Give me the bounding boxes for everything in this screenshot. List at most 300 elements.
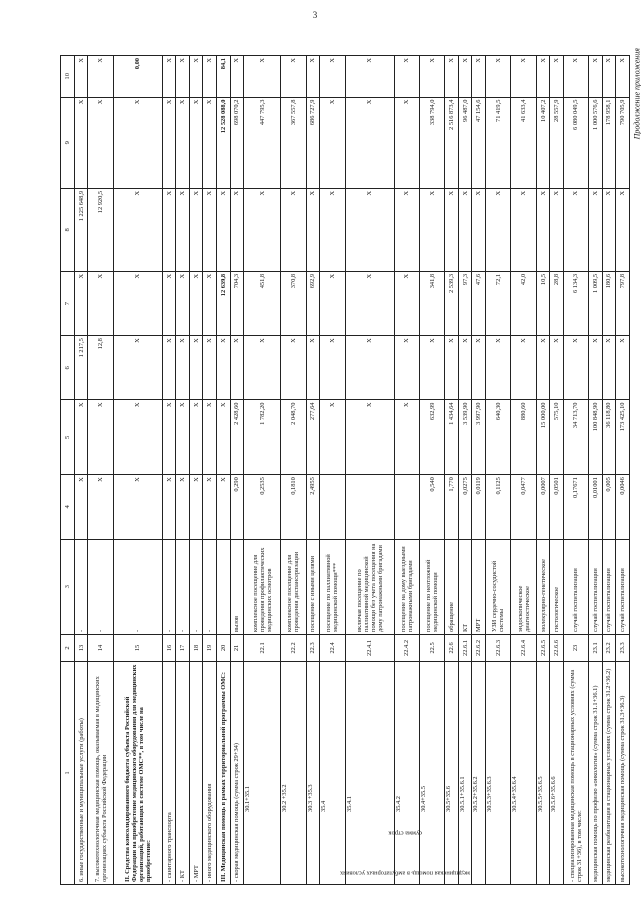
table-row: [486, 56, 511, 885]
cell-c6: X: [189, 336, 203, 400]
cell-c9: 6 080 049,5: [563, 97, 588, 188]
cell-c3: -: [113, 539, 162, 634]
table-row: [536, 56, 550, 885]
cell-c2: 22.3: [306, 634, 320, 661]
row-code: 30.5.1+35.6.1: [458, 776, 466, 812]
cell-c3: включая посещение по паллиативной медицинской помощи без учета посещения на дому патронажными бригадами: [345, 539, 394, 634]
row-code: 30.1+35.1: [244, 786, 252, 812]
table-row: [244, 56, 281, 885]
cell-c3: КТ: [458, 539, 472, 634]
cell-c3: -: [88, 539, 113, 634]
cell-c3: эндоскопическое диагностическое: [511, 539, 536, 634]
row-code: 35.4.2: [394, 796, 402, 812]
cell-c5: X: [345, 400, 394, 475]
cell-c3: комплексное посещение для проведения профилактических медицинских осмотров: [244, 539, 281, 634]
cell-c7: X: [203, 271, 217, 335]
cell-c9: X: [113, 97, 162, 188]
cell-c6: X: [445, 336, 459, 400]
cell-c8: X: [345, 188, 394, 271]
cell-c7: 704,3: [230, 271, 244, 335]
header-cell: 6: [61, 336, 75, 400]
cell-c5: X: [162, 400, 176, 475]
cell-c8: X: [162, 188, 176, 271]
cell-c7: 370,8: [281, 271, 306, 335]
cell-c7: 28,8: [550, 271, 564, 335]
table-row: [113, 56, 162, 885]
cell-c10: X: [472, 56, 486, 98]
cell-c7: 451,8: [244, 271, 281, 335]
cell-c5: 2 428,60: [230, 400, 244, 475]
cell-c7: 1 009,5: [589, 271, 603, 335]
cell-c5: 632,99: [420, 400, 445, 475]
cell-c3: обращение: [445, 539, 459, 634]
cell-c7: 47,6: [472, 271, 486, 335]
cell-c1: высокотехнологичная медицинская помощь (сумма строк 31.3+36.3): [616, 661, 630, 884]
cell-c1: [536, 661, 550, 884]
cell-c5: 2 048,70: [281, 400, 306, 475]
cell-c10: X: [345, 56, 394, 98]
cell-c9: 1 000 576,6: [589, 97, 603, 188]
cell-c7: X: [113, 271, 162, 335]
cell-c9: 686 727,9: [306, 97, 320, 188]
cell-c8: X: [203, 188, 217, 271]
cell-c10: X: [189, 56, 203, 98]
cell-c3: -: [162, 539, 176, 634]
row-code: 35.4: [320, 800, 328, 812]
cell-c7: X: [345, 271, 394, 335]
header-cell: 8: [61, 188, 75, 271]
cell-c9: 12 528 088,0: [217, 97, 231, 188]
cell-c8: X: [189, 188, 203, 271]
cell-c2: 22.6.4: [511, 634, 536, 661]
cell-c1: [458, 661, 472, 884]
cell-c7: 10,5: [536, 271, 550, 335]
cell-c2: 18: [189, 634, 203, 661]
cell-c8: X: [176, 188, 190, 271]
cell-c6: X: [176, 336, 190, 400]
cell-c7: 6 134,3: [563, 271, 588, 335]
cell-c2: 22.6: [445, 634, 459, 661]
cell-c3: случай госпитализации: [589, 539, 603, 634]
cell-c4: 0,1810: [281, 475, 306, 539]
cell-c10: X: [281, 56, 306, 98]
cell-c1: - иного медицинского оборудования: [203, 661, 217, 884]
cell-c6: X: [536, 336, 550, 400]
cell-c8: X: [536, 188, 550, 271]
cell-c8: X: [472, 188, 486, 271]
cell-c1: II. Средства консолидированного бюджета субъекта Российской Федерации на приобретение медицинского оборудования для медицинских организаций, работающих в системе ОМС**, в том числе на приобретение:: [113, 661, 162, 884]
cell-c8: X: [616, 188, 630, 271]
cell-c6: X: [511, 336, 536, 400]
cell-c6: X: [550, 336, 564, 400]
cell-c10: X: [203, 56, 217, 98]
cell-c8: X: [458, 188, 472, 271]
cell-c7: 692,9: [306, 271, 320, 335]
cell-c3: случай госпитализации: [602, 539, 616, 634]
cell-c1: [511, 661, 536, 884]
cell-c2: 22.6.3: [486, 634, 511, 661]
cell-c7: 180,6: [602, 271, 616, 335]
cell-c2: 22.4.2: [394, 634, 419, 661]
cell-c3: -: [176, 539, 190, 634]
header-cell: 2: [61, 634, 75, 661]
cell-c6: X: [472, 336, 486, 400]
cell-c4: 0,0046: [616, 475, 630, 539]
cell-c1: [320, 661, 345, 884]
cell-c3: МРТ: [472, 539, 486, 634]
cell-c3: посещение с иными целями: [306, 539, 320, 634]
cell-c2: 22.4: [320, 634, 345, 661]
cell-c5: 36 118,80: [602, 400, 616, 475]
cell-c10: X: [589, 56, 603, 98]
cell-c4: X: [176, 475, 190, 539]
table-row: [394, 56, 419, 885]
table-row: [345, 56, 394, 885]
row-code: 30.5.5+35.6.5: [536, 776, 544, 812]
cell-c9: X: [88, 97, 113, 188]
cell-c8: X: [550, 188, 564, 271]
cell-c4: 0,0119: [472, 475, 486, 539]
cell-c2: 22.6.1: [458, 634, 472, 661]
cell-c1: 7. высокотехнологичная медицинская помощь, оказываемая в медицинских организациях субъекта Российской Федерации: [88, 661, 113, 884]
cell-c1: [486, 661, 511, 884]
cell-c2: 17: [176, 634, 190, 661]
cell-c6: X: [281, 336, 306, 400]
cell-c2: 21: [230, 634, 244, 661]
cell-c6: X: [394, 336, 419, 400]
table-row: [162, 56, 176, 885]
cell-c8: X: [113, 188, 162, 271]
cell-c10: X: [244, 56, 281, 98]
cell-c9: 338 794,0: [420, 97, 445, 188]
cell-c3: посещение на дому выездными патронажными бригадами: [394, 539, 419, 634]
cell-c8: X: [589, 188, 603, 271]
cell-c10: X: [563, 56, 588, 98]
table-row: [306, 56, 320, 885]
cell-c10: X: [511, 56, 536, 98]
cell-c10: X: [602, 56, 616, 98]
cell-c5: X: [189, 400, 203, 475]
cell-c2: 22.4.1: [345, 634, 394, 661]
cell-c6: X: [563, 336, 588, 400]
cell-c3: молекулярно-генетическое: [536, 539, 550, 634]
cell-c1: [420, 661, 445, 884]
cell-c3: УЗИ сердечно-сосудистой системы: [486, 539, 511, 634]
cell-c4: 1,770: [445, 475, 459, 539]
header-cell: 4: [61, 475, 75, 539]
cell-c2: 16: [162, 634, 176, 661]
table-row: [203, 56, 217, 885]
cell-c4: 0,17671: [563, 475, 588, 539]
cell-c8: X: [230, 188, 244, 271]
cell-c6: X: [113, 336, 162, 400]
cell-c9: 2 516 873,4: [445, 97, 459, 188]
cell-c2: 23: [563, 634, 588, 661]
cell-c5: X: [394, 400, 419, 475]
table-row: [511, 56, 536, 885]
cell-c8: X: [217, 188, 231, 271]
cell-c1: - КТ: [176, 661, 190, 884]
cell-c1: [394, 661, 419, 884]
cell-c5: X: [176, 400, 190, 475]
cell-c4: 0,01001: [589, 475, 603, 539]
cell-c5: 880,60: [511, 400, 536, 475]
cell-c3: гистологическое: [550, 539, 564, 634]
cell-c3: вызов: [230, 539, 244, 634]
cell-c8: X: [445, 188, 459, 271]
cell-c4: 0,2535: [244, 475, 281, 539]
cell-c9: 447 795,3: [244, 97, 281, 188]
cell-c4: X: [203, 475, 217, 539]
cell-c10: X: [420, 56, 445, 98]
cell-c7: 42,0: [511, 271, 536, 335]
cell-c8: X: [320, 188, 345, 271]
cell-c5: 1 782,20: [244, 400, 281, 475]
page-number: 3: [312, 10, 318, 20]
row-code: 30.5.3+35.6.3: [486, 776, 494, 812]
cell-c9: 28 557,9: [550, 97, 564, 188]
cell-c9: X: [320, 97, 345, 188]
cell-c4: 0,0007: [536, 475, 550, 539]
cell-c5: X: [74, 400, 88, 475]
sum-rows-label: сумма строк: [388, 829, 422, 837]
cell-c6: X: [217, 336, 231, 400]
table-row: [602, 56, 616, 885]
table-row: [74, 56, 88, 885]
table-row: [458, 56, 472, 885]
cell-c5: X: [88, 400, 113, 475]
cell-c7: X: [394, 271, 419, 335]
cell-c9: X: [162, 97, 176, 188]
cell-c4: 0,0275: [458, 475, 472, 539]
cell-c2: 22.6.6: [550, 634, 564, 661]
cell-c7: 72,1: [486, 271, 511, 335]
cell-c1: медицинская реабилитация в стационарных условиях (сумма строк 31.2+36.2): [602, 661, 616, 884]
cell-c6: X: [203, 336, 217, 400]
cell-c4: 0,0477: [511, 475, 536, 539]
cell-c10: X: [394, 56, 419, 98]
cell-c8: 12 920,5: [88, 188, 113, 271]
header-cell: 9: [61, 97, 75, 188]
cell-c4: X: [189, 475, 203, 539]
cell-c2: 15: [113, 634, 162, 661]
cell-c9: 96 487,0: [458, 97, 472, 188]
cell-c9: 41 633,4: [511, 97, 536, 188]
cell-c1: - специализированная медицинская помощь в стационарных условиях (сумма строк 31+36), в том числе:: [563, 661, 588, 884]
cell-c9: 698 070,2: [230, 97, 244, 188]
cell-c6: X: [420, 336, 445, 400]
cell-c8: 1 225 648,9: [74, 188, 88, 271]
cell-c1: медицинская помощь по профилю «онкология» (сумма строк 31.1+36.1): [589, 661, 603, 884]
cell-c2: 22.6.5: [536, 634, 550, 661]
cell-c1: [244, 661, 281, 884]
row-code: 30.5+35.6: [445, 786, 453, 812]
row-code: 30.5.2+35.6.2: [472, 776, 480, 812]
cell-c9: 71 419,5: [486, 97, 511, 188]
cell-c7: 341,8: [420, 271, 445, 335]
header-row: [61, 56, 75, 885]
cell-c10: 0,00: [113, 56, 162, 98]
cell-c3: посещение по паллиативной медицинской помощи***: [320, 539, 345, 634]
cell-c10: X: [458, 56, 472, 98]
cell-c7: 12 639,8: [217, 271, 231, 335]
cell-c6: X: [230, 336, 244, 400]
cell-c5: X: [217, 400, 231, 475]
cell-c9: X: [74, 97, 88, 188]
cell-c2: 23.3: [616, 634, 630, 661]
cell-c4: 0,290: [230, 475, 244, 539]
table-row: [320, 56, 345, 885]
outpatient-group-label: медицинская помощь в амбулаторных условиях: [340, 869, 470, 877]
header-cell: 3: [61, 539, 75, 634]
table-row: [176, 56, 190, 885]
cell-c6: X: [458, 336, 472, 400]
row-code: 30.2 +35.2: [281, 784, 289, 812]
cell-c10: X: [162, 56, 176, 98]
cell-c3: -: [74, 539, 88, 634]
cell-c7: 2 539,3: [445, 271, 459, 335]
cell-c5: X: [320, 400, 345, 475]
cell-c10: X: [88, 56, 113, 98]
cell-c2: 23.1: [589, 634, 603, 661]
cell-c4: X: [88, 475, 113, 539]
cell-c1: [345, 661, 394, 884]
cell-c2: 14: [88, 634, 113, 661]
table-row: [230, 56, 244, 885]
cell-c4: X: [113, 475, 162, 539]
cell-c8: X: [563, 188, 588, 271]
cell-c3: -: [203, 539, 217, 634]
cell-c10: 84,1: [217, 56, 231, 98]
cell-c5: 640,30: [486, 400, 511, 475]
cell-c3: посещение по неотложной медицинской помощи: [420, 539, 445, 634]
cell-c6: X: [320, 336, 345, 400]
cell-c10: X: [445, 56, 459, 98]
cell-c8: X: [511, 188, 536, 271]
row-code: 30.3 +35.3: [306, 784, 314, 812]
cell-c1: 6. иные государственные и муниципальные услуги (работы): [74, 661, 88, 884]
cell-c5: 1 434,64: [445, 400, 459, 475]
cell-c5: 100 848,90: [589, 400, 603, 475]
table-row: [189, 56, 203, 885]
cell-c3: случай госпитализации: [563, 539, 588, 634]
cell-c2: 22.5: [420, 634, 445, 661]
cell-c4: 0,540: [420, 475, 445, 539]
cell-c9: 790 705,9: [616, 97, 630, 188]
cell-c7: X: [189, 271, 203, 335]
cell-c9: 10 407,2: [536, 97, 550, 188]
table-row: [563, 56, 588, 885]
header-cell: 1: [61, 661, 75, 884]
cell-c1: - скорая медицинская помощь (сумма строк 29+34): [230, 661, 244, 884]
cell-c3: комплексное посещение для проведения диспансеризации: [281, 539, 306, 634]
cell-c5: 575,10: [550, 400, 564, 475]
cell-c10: X: [616, 56, 630, 98]
cell-c7: 97,3: [458, 271, 472, 335]
cell-c6: X: [306, 336, 320, 400]
cell-c10: X: [74, 56, 88, 98]
cell-c8: X: [281, 188, 306, 271]
cell-c8: X: [244, 188, 281, 271]
cell-c2: 22.2: [281, 634, 306, 661]
cell-c7: X: [162, 271, 176, 335]
cell-c10: X: [230, 56, 244, 98]
cell-c10: X: [536, 56, 550, 98]
cell-c6: X: [589, 336, 603, 400]
cell-c6: X: [616, 336, 630, 400]
cell-c7: X: [74, 271, 88, 335]
cell-c10: X: [306, 56, 320, 98]
cell-c4: 0,0501: [550, 475, 564, 539]
cell-c2: 23.2: [602, 634, 616, 661]
cell-c8: X: [420, 188, 445, 271]
cell-c1: [281, 661, 306, 884]
cell-c2: 22.6.2: [472, 634, 486, 661]
cell-c4: 0,005: [602, 475, 616, 539]
header-cell: 10: [61, 56, 75, 98]
cell-c4: 0,1125: [486, 475, 511, 539]
table-row: [217, 56, 231, 885]
cell-c7: X: [176, 271, 190, 335]
cell-c5: 15 000,00: [536, 400, 550, 475]
cell-c1: [550, 661, 564, 884]
cell-c1: [472, 661, 486, 884]
table-row: [472, 56, 486, 885]
cell-c9: 47 154,6: [472, 97, 486, 188]
table-row: [420, 56, 445, 885]
cell-c4: [320, 475, 345, 539]
cell-c7: 797,8: [616, 271, 630, 335]
cell-c4: [394, 475, 419, 539]
cell-c7: X: [320, 271, 345, 335]
cell-c6: X: [345, 336, 394, 400]
cell-c5: X: [113, 400, 162, 475]
cell-c10: X: [550, 56, 564, 98]
cell-c9: 367 557,8: [281, 97, 306, 188]
cell-c8: X: [602, 188, 616, 271]
cell-c1: - санитарного транспорта: [162, 661, 176, 884]
cell-c5: 3 539,90: [458, 400, 472, 475]
cell-c5: X: [203, 400, 217, 475]
cell-c8: X: [394, 188, 419, 271]
cell-c9: X: [345, 97, 394, 188]
cell-c9: X: [176, 97, 190, 188]
cell-c4: 2,4955: [306, 475, 320, 539]
cell-c6: X: [602, 336, 616, 400]
table-row: [616, 56, 630, 885]
row-code: 30.4+35.5: [420, 786, 428, 812]
cell-c2: 13: [74, 634, 88, 661]
cell-c1: III. Медицинская помощь в рамках территориальной программы ОМС:: [217, 661, 231, 884]
data-table: [60, 55, 630, 885]
table-row: [589, 56, 603, 885]
cell-c6: 1 217,5: [74, 336, 88, 400]
cell-c5: 34 713,70: [563, 400, 588, 475]
cell-c2: 19: [203, 634, 217, 661]
cell-c5: 3 997,90: [472, 400, 486, 475]
row-code: 30.5.4+35.6.4: [511, 776, 519, 812]
cell-c8: X: [306, 188, 320, 271]
cell-c6: X: [162, 336, 176, 400]
table-row: [550, 56, 564, 885]
cell-c9: X: [394, 97, 419, 188]
cell-c4: [345, 475, 394, 539]
cell-c4: X: [217, 475, 231, 539]
cell-c1: [306, 661, 320, 884]
cell-c3: -: [189, 539, 203, 634]
cell-c1: - МРТ: [189, 661, 203, 884]
cell-c9: X: [189, 97, 203, 188]
